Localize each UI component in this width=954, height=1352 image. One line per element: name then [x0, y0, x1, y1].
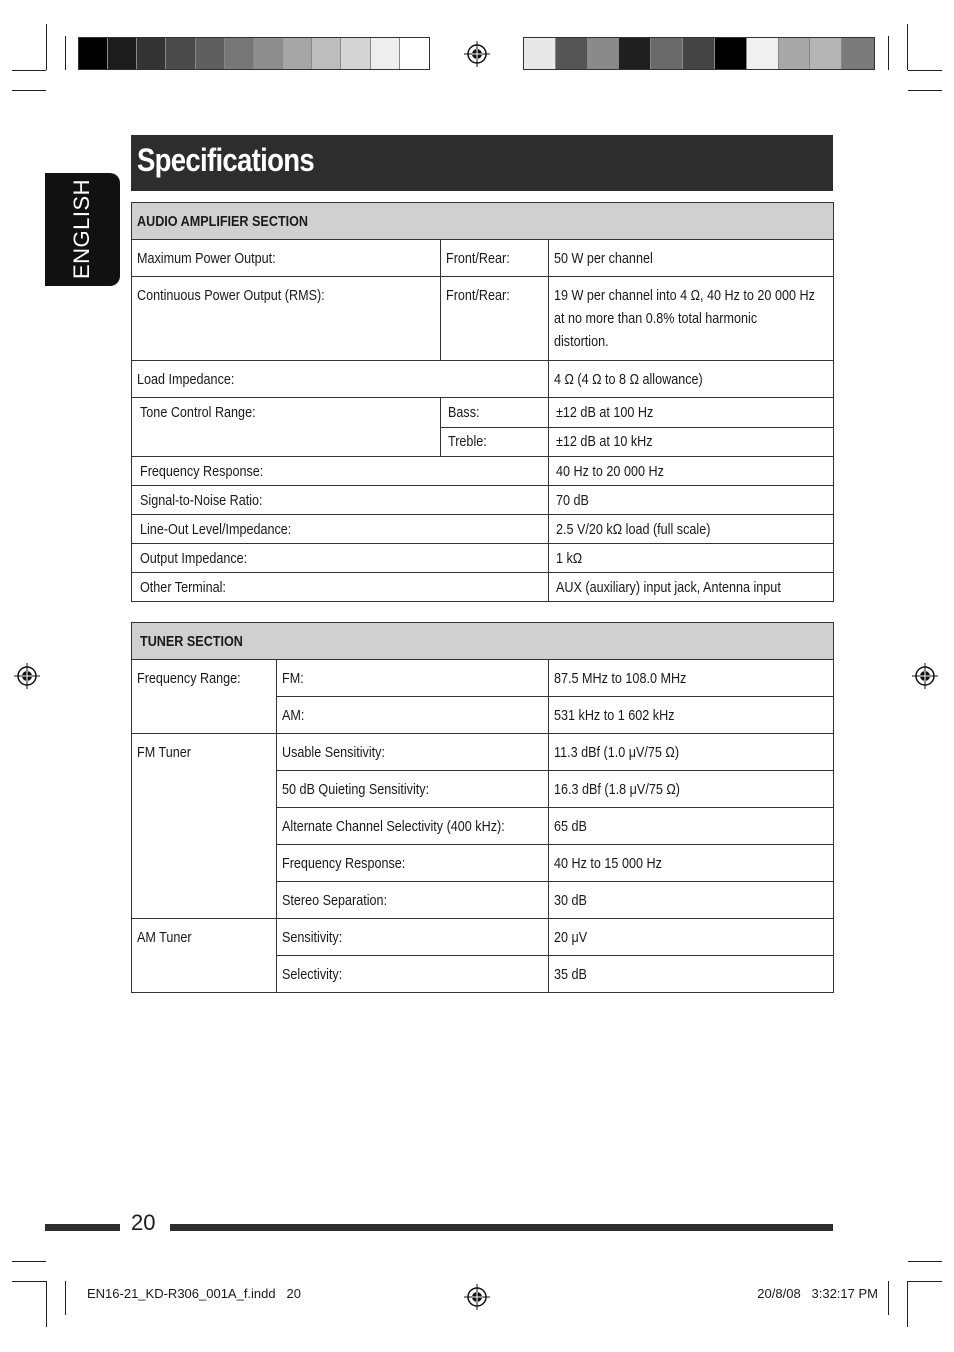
spec-value: 1 kΩ [549, 544, 834, 573]
spec-value: 40 Hz to 15 000 Hz [549, 845, 834, 882]
table-row [132, 734, 834, 771]
spec-label: AM Tuner [132, 919, 277, 993]
table-row [132, 486, 834, 515]
color-swatch [108, 38, 137, 69]
color-swatch [842, 38, 874, 69]
spec-sublabel: Sensitivity: [277, 919, 549, 956]
color-swatch [166, 38, 195, 69]
color-swatch [254, 38, 283, 69]
page-number: 20 [131, 1210, 156, 1235]
color-swatch [283, 38, 312, 69]
spec-value: ±12 dB at 100 Hz [549, 398, 834, 428]
crop-mark [888, 1281, 889, 1315]
spec-value: 30 dB [549, 882, 834, 919]
spec-value: 16.3 dBf (1.8 μV/75 Ω) [549, 771, 834, 808]
table-header-row [132, 203, 834, 240]
language-tab-label: ENGLISH [69, 178, 94, 280]
crop-mark [12, 1261, 46, 1262]
spec-sublabel: Stereo Separation: [277, 882, 549, 919]
section-header: TUNER SECTION [132, 623, 834, 660]
table-row [132, 573, 834, 602]
table-row [132, 398, 834, 428]
crop-mark [65, 1281, 66, 1315]
crop-mark [908, 70, 942, 71]
crop-mark [12, 90, 46, 91]
spec-sublabel: 50 dB Quieting Sensitivity: [277, 771, 549, 808]
table-row [132, 919, 834, 956]
spec-value: 65 dB [549, 808, 834, 845]
spec-label: Output Impedance: [132, 544, 549, 573]
spec-label: Frequency Response: [132, 457, 549, 486]
spec-value: 11.3 dBf (1.0 μV/75 Ω) [549, 734, 834, 771]
spec-value: 70 dB [549, 486, 834, 515]
crop-mark [46, 24, 47, 70]
spec-label: Frequency Range: [132, 660, 277, 734]
color-swatch [79, 38, 108, 69]
table-row [132, 544, 834, 573]
color-calibration-bar-left [78, 37, 430, 70]
spec-label: Tone Control Range: [132, 398, 441, 457]
spec-value: 4 Ω (4 Ω to 8 Ω allowance) [549, 361, 834, 398]
spec-sublabel: FM: [277, 660, 549, 697]
color-swatch [715, 38, 747, 69]
color-calibration-bar-right [523, 37, 875, 70]
spec-value: ±12 dB at 10 kHz [549, 428, 834, 457]
spec-label: Line-Out Level/Impedance: [132, 515, 549, 544]
spec-label: Continuous Power Output (RMS): [132, 277, 441, 361]
registration-mark-icon [464, 1284, 490, 1310]
color-swatch [371, 38, 400, 69]
spec-value: 87.5 MHz to 108.0 MHz [549, 660, 834, 697]
crop-mark [12, 70, 46, 71]
spec-value: 50 W per channel [549, 240, 834, 277]
color-swatch [225, 38, 254, 69]
color-swatch [524, 38, 556, 69]
page-title: Specifications [137, 142, 314, 178]
crop-mark [888, 36, 889, 70]
spec-sublabel: Frequency Response: [277, 845, 549, 882]
table-row [132, 660, 834, 697]
spec-sublabel: AM: [277, 697, 549, 734]
spec-sublabel: Front/Rear: [441, 240, 549, 277]
spec-sublabel: Usable Sensitivity: [277, 734, 549, 771]
spec-label: Other Terminal: [132, 573, 549, 602]
crop-mark [908, 1261, 942, 1262]
color-swatch [747, 38, 779, 69]
tuner-table [131, 622, 834, 993]
spec-label: FM Tuner [132, 734, 277, 919]
spec-value: 35 dB [549, 956, 834, 993]
registration-mark-icon [14, 663, 40, 689]
footer-timestamp: 20/8/08 3:32:17 PM [757, 1286, 878, 1301]
crop-mark [46, 1281, 47, 1327]
spec-sublabel: Front/Rear: [441, 277, 549, 361]
footer-file-info: EN16-21_KD-R306_001A_f.indd 20 [87, 1286, 301, 1301]
spec-sublabel: Alternate Channel Selectivity (400 kHz): [277, 808, 549, 845]
color-swatch [312, 38, 341, 69]
table-row [132, 240, 834, 277]
spec-value: AUX (auxiliary) input jack, Antenna input [549, 573, 834, 602]
crop-mark [907, 1281, 908, 1327]
color-swatch [137, 38, 166, 69]
table-row [132, 277, 834, 361]
title-bar [131, 135, 833, 191]
spec-label: Signal-to-Noise Ratio: [132, 486, 549, 515]
color-swatch [651, 38, 683, 69]
spec-value: 19 W per channel into 4 Ω, 40 Hz to 20 000 Hz at no more than 0.8% total harmonic distortion. [549, 277, 834, 361]
color-swatch [400, 38, 429, 69]
crop-mark [908, 1281, 942, 1282]
table-row [132, 515, 834, 544]
color-swatch [341, 38, 370, 69]
spec-sublabel: Treble: [441, 428, 549, 457]
spec-sublabel: Bass: [441, 398, 549, 428]
spec-label: Load Impedance: [132, 361, 549, 398]
footer-rule-left [45, 1224, 120, 1231]
color-swatch [779, 38, 811, 69]
crop-mark [12, 1281, 46, 1282]
language-tab [45, 173, 120, 286]
color-swatch [810, 38, 842, 69]
color-swatch [556, 38, 588, 69]
spec-value: 531 kHz to 1 602 kHz [549, 697, 834, 734]
color-swatch [619, 38, 651, 69]
registration-mark-icon [912, 663, 938, 689]
color-swatch [588, 38, 620, 69]
spec-value: 2.5 V/20 kΩ load (full scale) [549, 515, 834, 544]
crop-mark [65, 36, 66, 70]
spec-sublabel: Selectivity: [277, 956, 549, 993]
table-row [132, 361, 834, 398]
table-header-row [132, 623, 834, 660]
section-header: AUDIO AMPLIFIER SECTION [132, 203, 834, 240]
spec-value: 20 μV [549, 919, 834, 956]
color-swatch [683, 38, 715, 69]
audio-amplifier-table [131, 202, 834, 602]
footer-rule-right [170, 1224, 833, 1231]
color-swatch [196, 38, 225, 69]
spec-label: Maximum Power Output: [132, 240, 441, 277]
crop-mark [907, 24, 908, 70]
registration-mark-icon [464, 41, 490, 67]
spec-value: 40 Hz to 20 000 Hz [549, 457, 834, 486]
crop-mark [908, 90, 942, 91]
table-row [132, 457, 834, 486]
